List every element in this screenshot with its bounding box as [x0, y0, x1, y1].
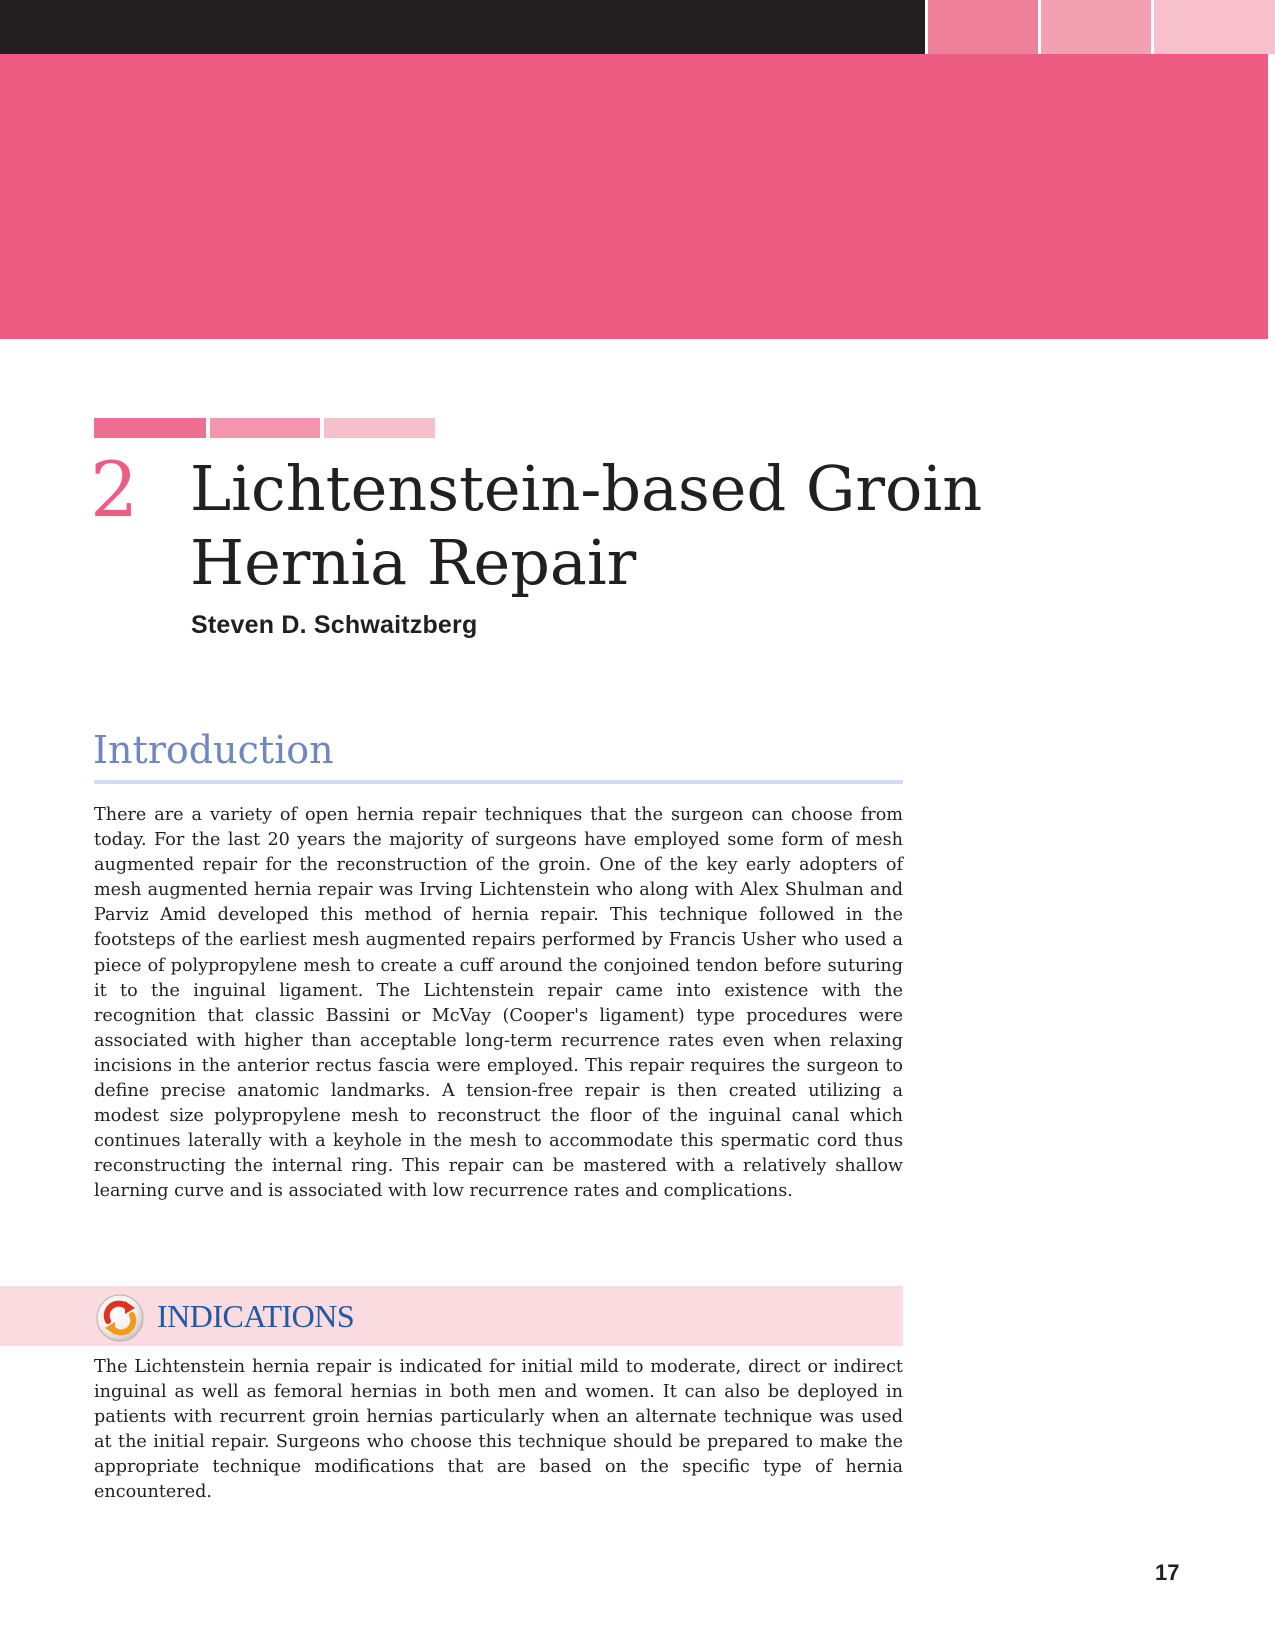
introduction-heading: Introduction [93, 728, 334, 772]
indications-paragraph: The Lichtenstein hernia repair is indicated for initial mild to moderate, direct or indirect inguinal as well as femoral hernias in both men and women. It can also be deployed in patients with recurrent groin hernias particularly when an alternate technique was used at the initial repair. Surgeons who choose this technique should be prepared to make the appropriate technique modifications that are based on the specific type of hernia encountered. [94, 1357, 903, 1503]
header-banner [0, 54, 1268, 339]
author-name: Steven D. Schwaitzberg [191, 611, 478, 639]
chapter-number: 2 [90, 445, 139, 534]
top-tab-1 [928, 0, 1038, 54]
circular-arrows-icon [95, 1293, 145, 1343]
introduction-paragraph: There are a variety of open hernia repair techniques that the surgeon can choose from today. For the last 20 years the majority of surgeons have employed some form of mesh augmented repair for the reconstruction of the groin. One of the key early adopters of mesh augmented hernia repair was Irving Lichtenstein who along with Alex Shulman and Parviz Amid developed this method of hernia repair. This technique followed in the footsteps of the earliest mesh augmented repairs performed by Francis Usher who used a piece of polypropylene mesh to create a cuff around the conjoined tendon before suturing it to the inguinal ligament. The Lichtenstein repair came into existence with the recognition that classic Bassini or McVay (Cooper's ligament) type procedures were associated with higher than acceptable long-term recurrence rates even when relaxing incisions in the anterior rectus fascia were employed. This repair requires the surgeon to define precise anatomic landmarks. A tension-free repair is then created utilizing a modest size polypropylene mesh to reconstruct the floor of the inguinal canal which continues laterally with a keyhole in the mesh to accommodate this spermatic cord thus reconstructing the internal ring. This repair can be mastered with a relatively shallow learning curve and is associated with low recurrence rates and complications. [94, 805, 903, 1202]
chapter-title-line-1: Lichtenstein-based Groin [190, 452, 983, 525]
chapter-title [190, 452, 1090, 600]
chapter-title-line-2: Hernia Repair [190, 526, 637, 599]
page-number: 17 [1155, 1560, 1180, 1585]
indications-heading: INDICATIONS [157, 1298, 355, 1334]
top-tab-3 [1154, 0, 1275, 54]
top-tab-2 [1041, 0, 1151, 54]
chapter-marker-bar-1 [94, 418, 206, 438]
introduction-rule [94, 780, 903, 784]
chapter-marker-bar-3 [324, 418, 435, 438]
chapter-marker-bar-2 [210, 418, 320, 438]
top-black-bar [0, 0, 925, 54]
